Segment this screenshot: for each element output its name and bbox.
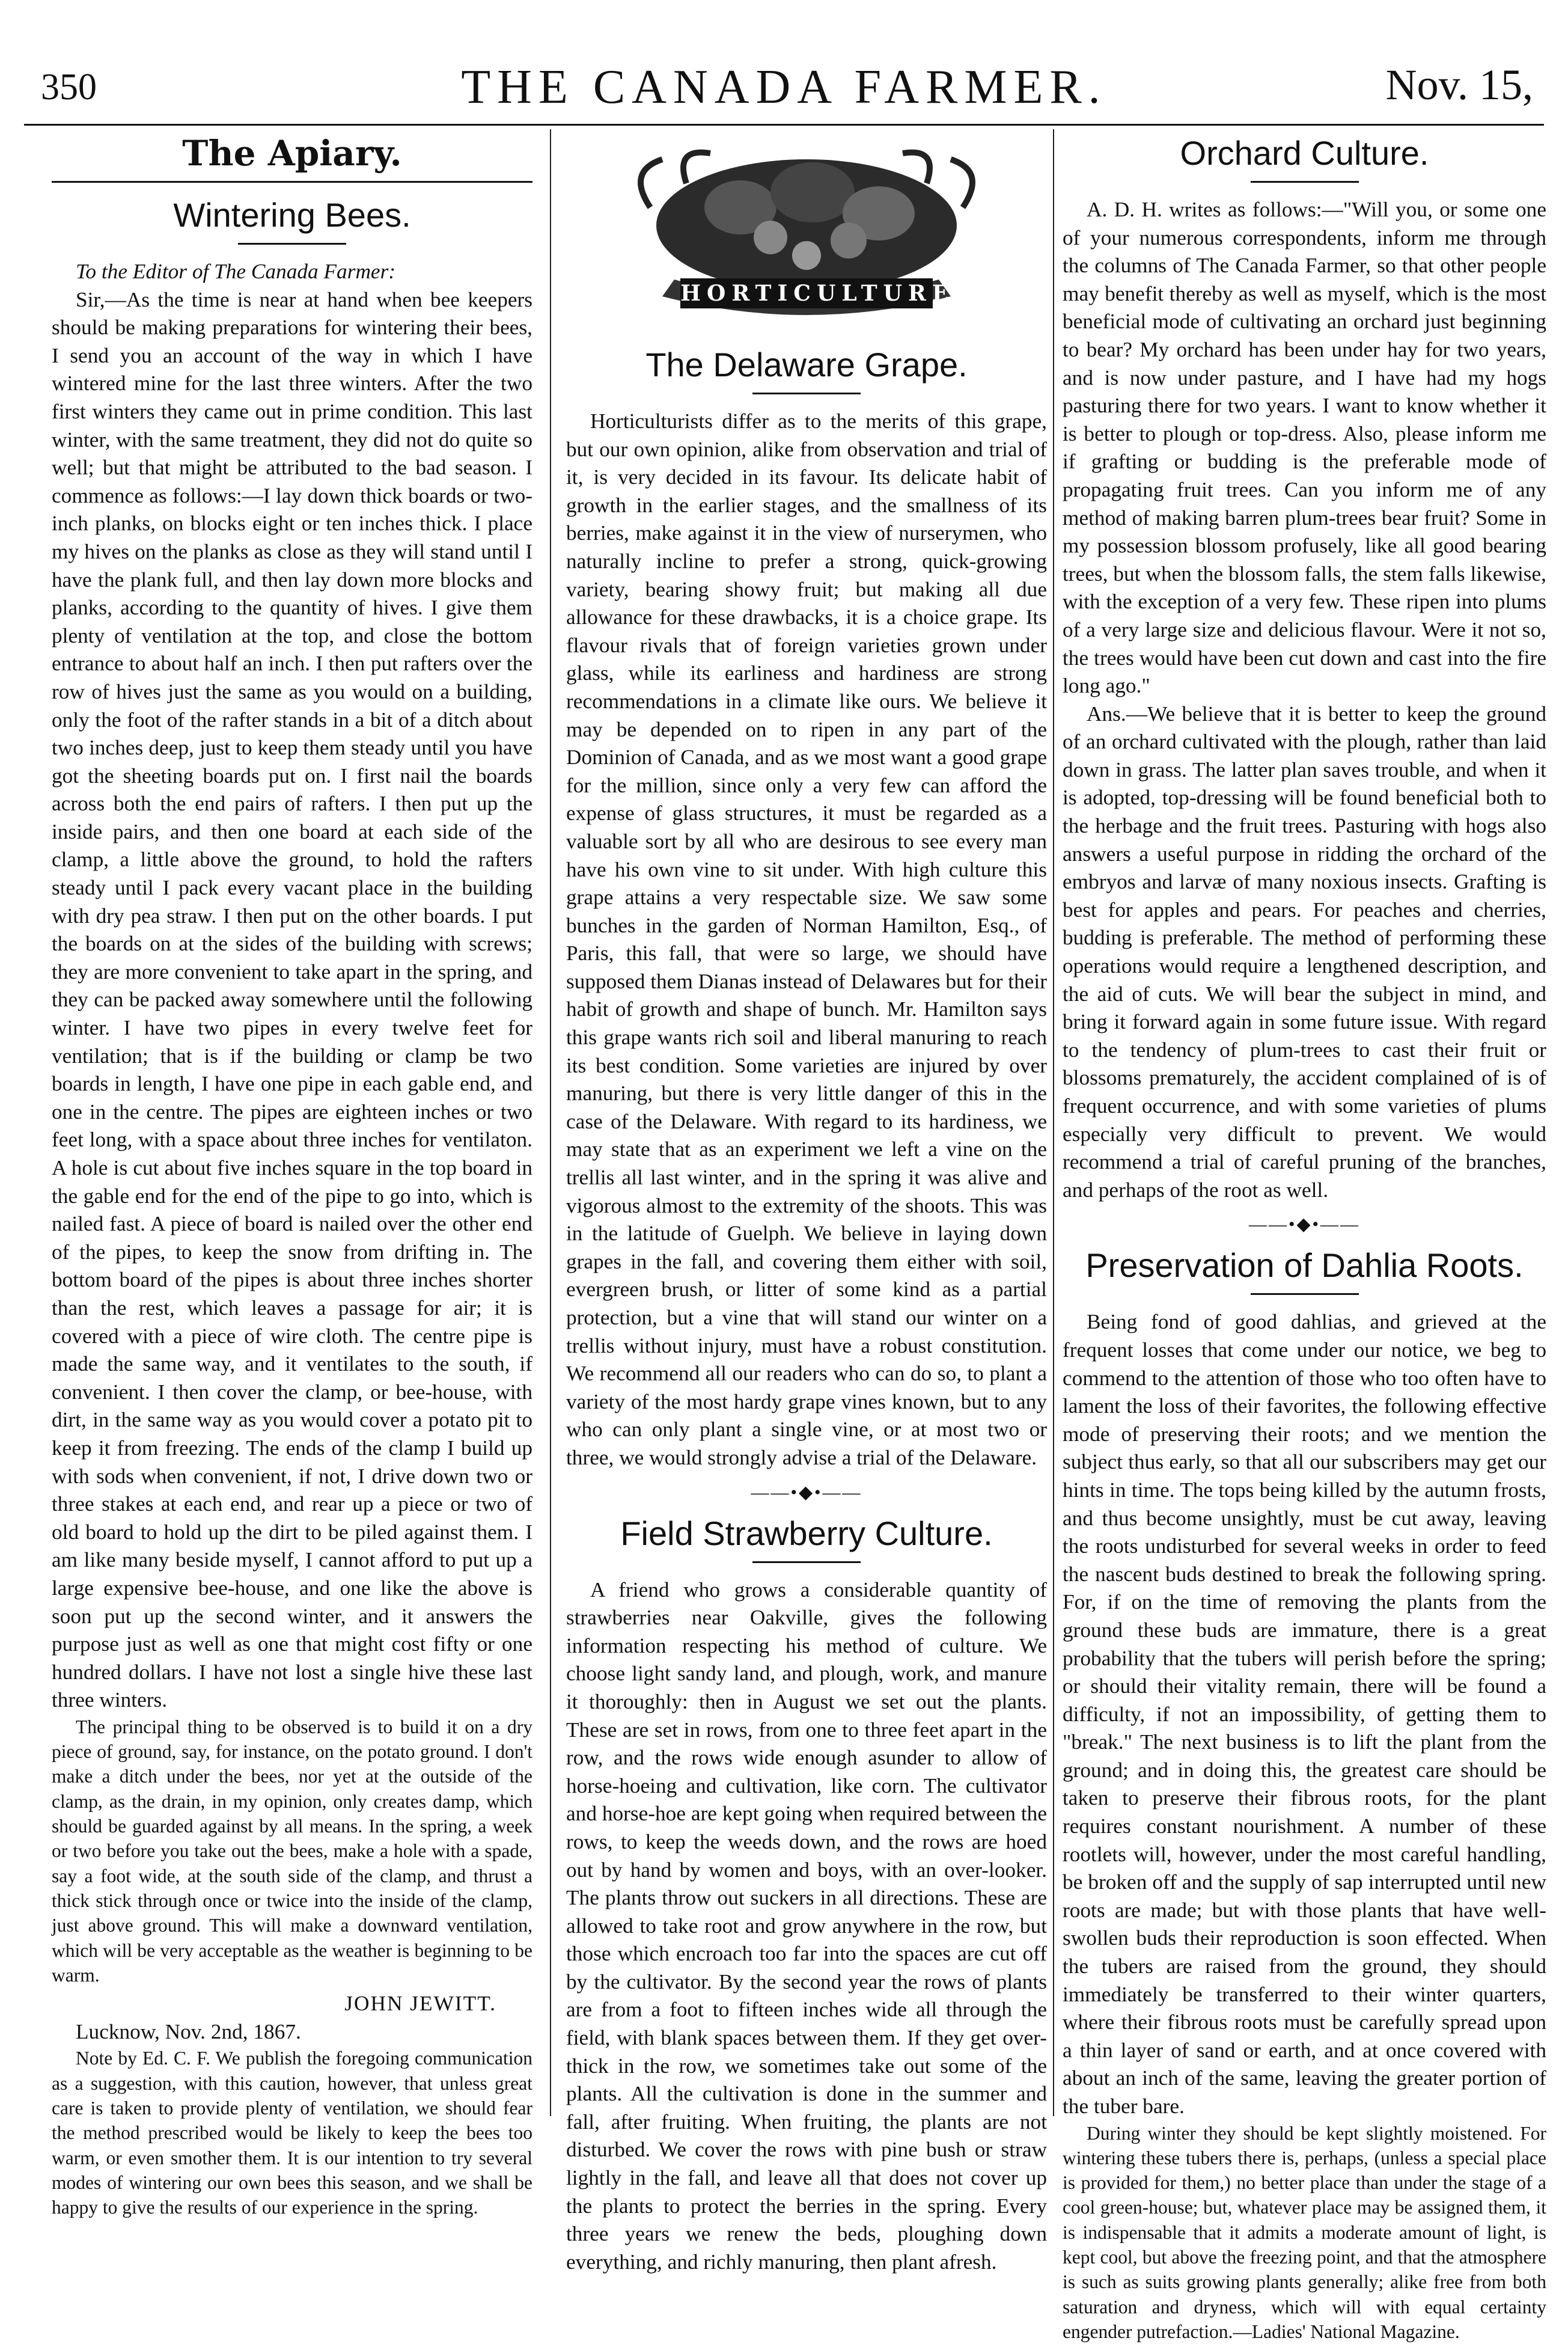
title-rule [238, 243, 346, 245]
column-rule-1 [550, 129, 551, 2116]
column-orchard-dahlia [1063, 129, 1546, 2342]
author-signature: JOHN JEWITT. [344, 1992, 496, 2016]
salutation: To the Editor of The Canada Farmer: [76, 260, 396, 283]
title-rule [1251, 181, 1359, 183]
editor-answer: Ans.—We believe that it is better to keep the ground of an orchard cultivated with the plough, rather than laid down in grass. The latter plan saves trouble, and when it is adopted, top-dressing will be found beneficial both to the herbage and the fruit trees. Pasturing with hogs also answers a useful purpose in ridding the orchard of the embryos and larvæ of many noxious insects. Grafting is best for apples and pears. For peaches and cherries, budding is preferable. The method of performing these operations would require a lengthened description, and the aid of cuts. We will bear the subject in mind, and bring it forward again in some future issue. With regard to the tendency of plum-trees to cast their fruit or blossoms prematurely, the accident complained of is of frequent occurrence, and with some varieties of plums especially very difficult to prevent. We would recommend a trial of careful pruning of the branches, and perhaps of the root as well. [1063, 702, 1546, 1202]
page-header [24, 58, 1544, 126]
article-paragraph: A friend who grows a considerable quantity of strawberries near Oakville, gives the following information respecting his method of culture. We choose light sandy land, and plough, work, and manure it thoroughly: then in August we set out the plants. These are set in rows, from one to three feet apart in the row, and the rows wide enough asunder to allow of horse-hoeing and cultivation, like corn. The cultivator and horse-hoe are kept going when required between the rows, to keep the weeds down, and the rows are hoed out by hand by women and boys, with an over-looker. The plants throw out suckers in all directions. These are allowed to take root and grow anywhere in the row, but those which encroach too far into the spaces are cut off by the cultivator. By the second year the rows of plants are from a foot to fifteen inches wide all through the field, with blank spaces between them. If they get over-thick in the row, we sometimes take out some of the plants. All the cultivation is done in the summer and fall, after fruiting. When fruiting, the plants are not disturbed. We cover the rows with pine bush or straw lightly in the fall, and leave all that does not cover up the plants to protect the berries in the spring. Every three years we renew the beds, ploughing down everything, and richly manuring, then plant afresh. [566, 1577, 1047, 2274]
article-title-delaware-grape: The Delaware Grape. [645, 346, 968, 384]
heading-rule [52, 181, 532, 183]
article-title-field-strawberry: Field Strawberry Culture. [620, 1514, 993, 1552]
article-paragraph: Being fond of good dahlias, and grieved at the frequent losses that come under our notice, we beg to commend to the attention of those who too often have to lament the loss of their favorites, the following effective mode of preserving their roots; and we mention the subject thus early, so that all our subscribers may get our hints in time. The tops being killed by the autumn frosts, and thus become unsightly, must be cut away, leaving the roots undisturbed for several weeks in order to feed the nascent buds destined to break the following spring. For, if on the time of removing the plants from the ground these buds are immature, there is a great probability that the tubers will perish before the spring; or should their vitality remain, there will be found a difficulty, if not an impossibility, of getting them to "break." The next business is to lift the plant from the ground; and in doing this, the greatest care should be taken to preserve their fibrous roots, for the plant requires constant nourishment. A number of these rootlets will, however, under the most careful handling, be broken off and the supply of sap interrupted until new roots are made; but with those plants that have well-swollen buds their reproduction is soon effected. When the tubers are raised from the ground, they should immediately be transferred to their winter quarters, where their fibrous roots must be carefully spread upon a thin layer of sand or earth, and at once covered with about an inch of the same, leaving the greater portion of the tuber bare. [1063, 1310, 1546, 2118]
article-title-dahlia-roots: Preservation of Dahlia Roots. [1085, 1246, 1524, 1285]
horticulture-vignette [614, 135, 999, 334]
editor-note: Note by Ed. C. F. We publish the foregoing communication as a suggestion, with this caution, however, that unless great care is taken to provide plenty of ventilation, we should fear the method prescribed would be likely to keep the bees too warm, or even smother them. It is our intention to try several modes of wintering our own bees this season, and we shall be happy to give the results of our experience in the spring. [52, 2048, 532, 2218]
title-rule [752, 393, 861, 394]
article-title-orchard-culture: Orchard Culture. [1180, 134, 1429, 172]
dateline: Lucknow, Nov. 2nd, 1867. [76, 2019, 301, 2043]
vignette-banner: HORTICULTURE [680, 278, 933, 308]
issue-date: Nov. 15, [1385, 61, 1533, 109]
reader-question: A. D. H. writes as follows:—"Will you, or some one of your numerous correspondents, inform me through the columns of The Canada Farmer, so that other people may benefit thereby as well as myself, which is the most beneficial mode of cultivating an orchard just beginning to bear? My orchard has been under hay for two years, and is now under pasture, and I have had my hogs pasturing there for two years. I want to know whether it is better to plough or top-dress. Also, please inform me if grafting or budding is the preferable mode of propagating fruit trees. Can you inform me of any method of making barren plum-trees bear fruit? Some in my possession blossom profusely, like all good bearing trees, but when the blossom falls, the stem falls likewise, with the exception of a very few. These ripen into plums of a very large size and delicious flavour. Were it not so, the trees would have been cut down and cast into the fire long ago." [1063, 198, 1546, 698]
title-rule [752, 1561, 861, 1563]
article-paragraph: The principal thing to be observed is to build it on a dry piece of ground, say, for instance, on the potato ground. I don't make a ditch under the bees, nor yet at the outside of the clamp, as the drain, in my opinion, only creates damp, which should be guarded against by all means. In the spring, a week or two before you take out the bees, make a hole with a spade, say a foot wide, at the south side of the clamp, and thrust a thick stick through once or twice into the inside of the clamp, just above ground. This will make a downward ventilation, which will be very acceptable as the weather is beginning to be warm. [52, 1716, 532, 1986]
column-horticulture [566, 129, 1047, 2274]
section-ornament: ——•◆•—— [751, 1482, 862, 1502]
masthead: THE CANADA FARMER. [461, 61, 1107, 114]
article-paragraph: During winter they should be kept slightly moistened. For wintering these tubers there is, perhaps, (unless a special place is provided for them,) no better place than under the stage of a cool green-house; but, whatever place may be assigned them, it is indispensable that it admits a moderate amount of light, is kept cool, but above the freezing point, and that the atmosphere is such as suits growing plants generally; alike free from both saturation and dryness, which will with equal certainty engender putrefaction.—Ladies' National Magazine. [1063, 2122, 1546, 2342]
article-title-wintering-bees: Wintering Bees. [173, 196, 411, 234]
page-number: 350 [41, 67, 97, 108]
department-heading: The Apiary. [182, 133, 402, 174]
column-rule-2 [1053, 129, 1054, 2116]
article-paragraph: Sir,—As the time is near at hand when bee keepers should be making preparations for wintering their bees, I send you an account of the way in which I have wintered mine for the last three winters. After the two first winters they came out in prime condition. This last winter, with the same treatment, they did not do quite so well; but that might be attributed to the bad season. I commence as follows:—I lay down thick boards or two-inch planks, on blocks eight or ten inches thick. I place my hives on the planks as close as they will stand until I have the plank full, and then lay down more blocks and planks, according to the quantity of hives. I give them plenty of ventilation at the top, and close the bottom entrance to about half an inch. I then put rafters over the row of hives just the same as you would on a building, only the foot of the rafter stands in a bit of a ditch about two inches deep, just to keep them steady until you have got the sheeting boards put on. I first nail the boards across both the end pairs of rafters. I then put up the inside pairs, and then one board at each side of the clamp, a little above the ground, to hold the rafters steady until I pack every vacant place in the building with dry pea straw. I then put on the other boards. I put the boards on at the sides of the building with screws; they are more convenient to take apart in the spring, and they can be packed away somewhere until the following winter. I have two pipes in every twelve feet for ventilation; that is if the building or clamp be two boards in length, I have one pipe in each gable end, and one in the centre. The pipes are eighteen inches or two feet long, with a space about three inches for ventilaton. A hole is cut about five inches square in the top board in the gable end for the end of the pipe to go into, which is nailed fast. A piece of board is nailed over the other end of the pipes, to keep the snow from drifting in. The bottom board of the pipes is about three inches shorter than the rest, which leaves a passage for air; it is covered with a piece of wire cloth. The centre pipe is made the same way, and it ventilates to the south, if convenient. I then cover the clamp, or bee-house, with dirt, in the same way as you would cover a potato pit to keep it from freezing. The ends of the clamp I build up with sods when convenient, if not, I drive down two or three stakes at each end, and rear up a piece or two of old board to hold up the dirt to be piled against them. I am like many beside myself, I cannot afford to put up a large expensive bee-house, and one like the above is soon put up the second winter, and it answers the purpose just as well as one that might cost fifty or one hundred dollars. I have not lost a single hive these last three winters. [52, 287, 532, 1712]
section-ornament: ——•◆•—— [1248, 1214, 1361, 1235]
title-rule [1251, 1293, 1359, 1295]
column-apiary [52, 129, 532, 2218]
article-paragraph: Horticulturists differ as to the merits of this grape, but our own opinion, alike from observation and trial of it, is very decided in its favour. Its delicate habit of growth in the earlier stages, and the smallness of its berries, make against it in the view of nurserymen, who naturally incline to prefer a strong, quick-growing variety, bearing showy fruit; but making all due allowance for these drawbacks, it is a choice grape. Its flavour rivals that of foreign varieties grown under glass, while its earliness and hardiness are strong recommendations in a climate like ours. We believe it may be depended on to ripen in any part of the Dominion of Canada, and as we most want a good grape for the million, since only a very few can afford the expense of glass structures, it must be regarded as a valuable sort by all who are desirous to see every man have his own vine to sit under. With high culture this grape attains a very respectable size. We saw some bunches in the garden of Norman Hamilton, Esq., of Paris, this fall, that were so large, we should have supposed them Dianas instead of Delawares but for their habit of growth and shape of bunch. Mr. Hamilton says this grape wants rich soil and liberal manuring to reach its best condition. Some varieties are injured by over manuring, but there is very little danger of this in the case of the Delaware. With regard to its hardiness, we may state that as an experiment we left a vine on the trellis all last winter, and in the spring it was alive and vigorous almost to the extremity of the shoots. This was in the latitude of Guelph. We believe in laying down grapes in the fall, and covering them either with soil, evergreen brush, or litter of some kind as a partial protection, but a vine that will stand our winter on a trellis without injury, must have a robust constitution. We recommend all our readers who can do so, to plant a variety of the most hardy grape vines known, but to any who can only plant a single vine, or at most two or three, we would strongly advise a trial of the Delaware. [566, 409, 1047, 1469]
